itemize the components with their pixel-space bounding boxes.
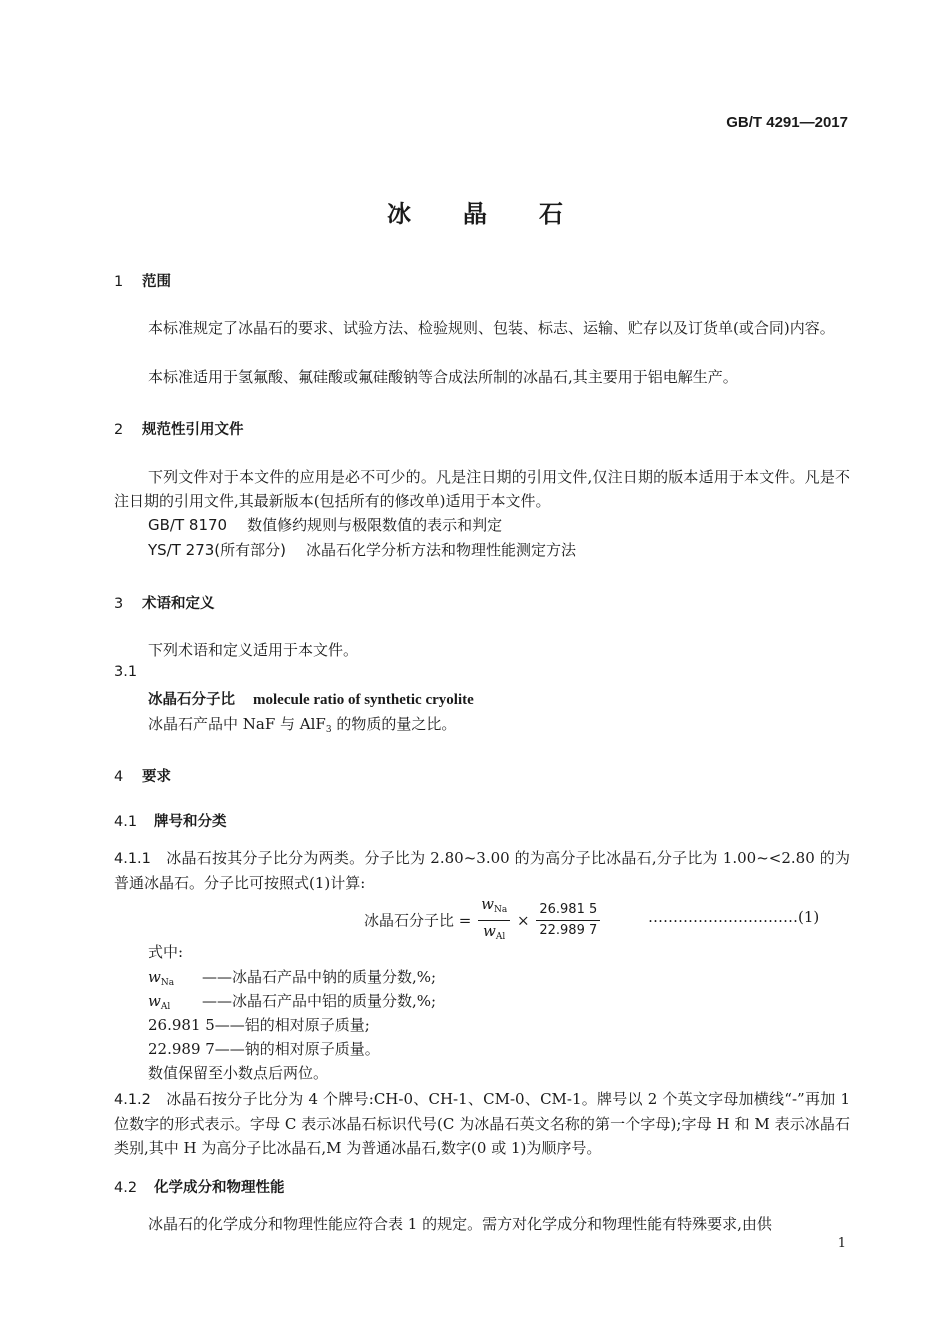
constant-numerator: 26.981 5 [536, 900, 600, 921]
subscript: Al [495, 932, 506, 942]
section-title: 牌号和分类 [154, 814, 227, 830]
page-number: 1 [837, 1236, 846, 1251]
where-line: 22.989 7——钠的相对原子质量。 [148, 1040, 380, 1058]
where-line: 26.981 5——铝的相对原子质量; [148, 1016, 370, 1034]
formula-lhs: 冰晶石分子比 = [364, 911, 472, 930]
section-number: 2 [114, 422, 124, 438]
formula-fraction-mass [478, 894, 510, 947]
times-sign: × [517, 911, 530, 930]
standard-number: GB/T 4291—2017 [726, 114, 848, 131]
subscript: Na [493, 905, 508, 915]
definition-text: 冰晶石产品中 NaF 与 AlF [148, 715, 326, 733]
section-number: 4 [114, 769, 124, 785]
reference-code: GB/T 8170 [148, 516, 228, 534]
where-line: 数值保留至小数点后两位。 [148, 1064, 329, 1082]
section-4-1-heading [114, 810, 227, 831]
reference-item [148, 513, 502, 537]
clause-number: 4.1.1 [114, 851, 151, 867]
section-title: 化学成分和物理性能 [154, 1180, 285, 1196]
section-number: 3 [114, 596, 124, 612]
section-3-heading [114, 592, 215, 613]
section-title: 术语和定义 [142, 596, 215, 612]
where-desc: ——冰晶石产品中钠的质量分数,%; [202, 968, 437, 986]
term-chinese: 冰晶石分子比 [148, 692, 235, 708]
constant-denominator: 22.989 7 [539, 923, 598, 938]
reference-item [148, 538, 576, 562]
section-4-2-paragraph-1: 冰晶石的化学成分和物理性能应符合表 1 的规定。需方对化学成分和物理性能有特殊要求,由供 [148, 1215, 772, 1233]
section-number: 4.1 [114, 814, 138, 830]
section-2-heading [114, 418, 244, 439]
where-label: 式中: [148, 943, 184, 961]
section-1-heading [114, 270, 171, 291]
clause-text: 冰晶石按分子比分为 4 个牌号:CH-0、CH-1、CM-0、CM-1。牌号以 2 个英文字母加横线“-”再加 1 位数字的形式表示。字母 C 表示冰晶石标识代号(C 为冰晶石英文名称的第一个字母);字母 H 和 M 表示冰晶石类别,其中 H 为高分子比冰晶石,M 为普通冰晶石,数字(0 或 1)为顺序号。 [114, 1090, 850, 1157]
section-4-heading [114, 765, 171, 786]
reference-title: 数值修约规则与极限数值的表示和判定 [247, 516, 503, 534]
section-number: 1 [114, 274, 124, 290]
section-1-paragraph-1: 本标准规定了冰晶石的要求、试验方法、检验规则、包装、标志、运输、贮存以及订货单(或合同)内容。 [148, 319, 835, 337]
clause-text: 冰晶石按其分子比分为两类。分子比为 2.80~3.00 的为高分子比冰晶石,分子比为 1.00~<2.80 的为普通冰晶石。分子比可按照式(1)计算: [114, 849, 850, 892]
symbol-w: w [483, 922, 496, 940]
section-title: 规范性引用文件 [142, 422, 244, 438]
section-3-paragraph-1: 下列术语和定义适用于本文件。 [148, 641, 359, 659]
term-entry [148, 688, 474, 709]
reference-code: YS/T 273(所有部分) [148, 541, 287, 559]
clause-number: 4.1.2 [114, 1092, 151, 1108]
equation-number: …………………………(1) [648, 908, 820, 926]
section-number: 4.2 [114, 1180, 138, 1196]
subscript: 3 [325, 725, 332, 735]
symbol-w: w [481, 895, 494, 913]
formula [364, 894, 602, 947]
term-definition [148, 712, 456, 742]
section-1-paragraph-2: 本标准适用于氢氟酸、氟硅酸或氟硅酸钠等合成法所制的冰晶石,其主要用于铝电解生产。 [148, 368, 738, 386]
formula-fraction-constants [536, 900, 600, 941]
section-title: 要求 [142, 769, 171, 785]
document-title: 冰晶石 [387, 200, 615, 228]
clause-4-1-2 [114, 1087, 850, 1160]
reference-title: 冰晶石化学分析方法和物理性能测定方法 [306, 541, 577, 559]
term-number: 3.1 [114, 664, 138, 680]
subscript: Al [160, 1002, 171, 1012]
section-4-2-heading [114, 1176, 285, 1197]
definition-text: 的物质的量之比。 [331, 715, 457, 733]
subscript: Na [160, 978, 175, 988]
where-desc: ——冰晶石产品中铝的质量分数,%; [202, 992, 437, 1010]
section-title: 范围 [142, 274, 171, 290]
clause-4-1-1 [114, 846, 850, 895]
term-english: molecule ratio of synthetic cryolite [253, 692, 474, 708]
symbol-w: w [148, 968, 161, 986]
symbol-w: w [148, 992, 161, 1010]
section-2-paragraph-1: 下列文件对于本文件的应用是必不可少的。凡是注日期的引用文件,仅注日期的版本适用于本文件。凡是不注日期的引用文件,其最新版本(包括所有的修改单)适用于本文件。 [114, 468, 850, 510]
